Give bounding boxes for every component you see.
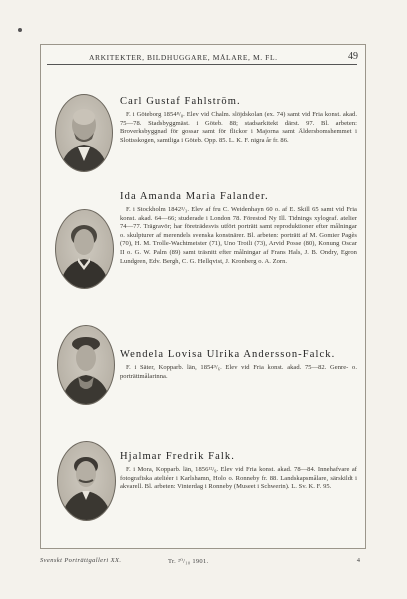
entry-3 [120,349,357,381]
footer-sheet-number: 4 [356,557,360,564]
entry-bio: F. i Göteborg 1854⁸/₈. Elev vid Chalm. slöjdskolan (ex. 74) samt vid Fria konst. akad. 75—78. Stadsbyggmäst. i Göteb. 88; stadsarkitekt därst. 97. Bl. arbeten: Broverksbyggnad för gossar samt för flickor i Majorna samt Äldersbomshemmet i Slottsskogen, samtliga i Göteb. Opp. 85. L. K. F. nigra år fr. 86. [120,111,357,144]
entry-2 [120,191,357,266]
footer-source: Svenskt Porträttgalleri XX. [40,557,122,564]
entry-bio: F. i Stockholm 1842³/₃. Elev af fru C. Weidenhayn 60 o. af E. Skill 65 samt vid Fria konst. akad. 64—66; studerade i London 78. Förestod Ny Ill. Tidnings xylograf. atelier 74—77. Trägravör; har företrädesvis utfört porträtt samt reproduktioner efter målningar o. skulpturer af merendels svenska konstnärer. Bl. arbeten: porträtt af M. Gomier Pagès (70), H. M. Trolle-Wachtmeister (71), Uno Troili (73), Arvid Posse (80), Konung Oscar II o. G. W. Palm (89) samt träsnitt efter målningar af Frans Hals, J. B. Ondry, Egron Lundgren, Edv. Bergh, C. G. Hellqvist, J. Kronberg o. A. Zorn. [120,206,357,265]
portrait-ida-falander [55,209,114,289]
entry-name: Hjalmar Fredrik Falk. [120,451,235,462]
page-number: 49 [348,51,358,62]
header-title: ARKITEKTER, BILDHUGGARE, MÅLARE, M. FL. [89,53,278,62]
portrait-hjalmar-falk [57,441,116,521]
entry-bio: F. i Mora, Kopparb. län, 1856¹²/₈. Elev vid Fria konst. akad. 78—84. Innehafvare af fotografiska ateliéer i Karlshamn, Holo o. Ronneby fr. 88. Landskapsmålare, särskildt i akvarell. Bl. arbeten: Vinterdag i Ronneby (Museet i Schwerin). L. Sv. K. F. 95. [120,466,357,491]
entry-bio: F. i Säter, Kopparb. län, 1854⁹/₆. Elev vid Fria konst. akad. 75—82. Genre- o. porträttmålarinna. [120,364,357,380]
footer-print-date: Tr. ²⁰/₁₀ 1901. [168,558,209,565]
margin-mark [18,28,22,32]
entry-name: Ida Amanda Maria Falander. [120,191,269,202]
entry-1 [120,96,357,145]
entry-name: Wendela Lovisa Ulrika Andersson-Falck. [120,349,336,360]
portrait-wendela-andersson-falck [57,325,115,405]
entry-name: Carl Gustaf Fahlström. [120,96,241,107]
entry-4 [120,451,357,492]
portrait-carl-gustaf-fahlstrom [55,94,113,172]
header-rule [47,64,357,65]
